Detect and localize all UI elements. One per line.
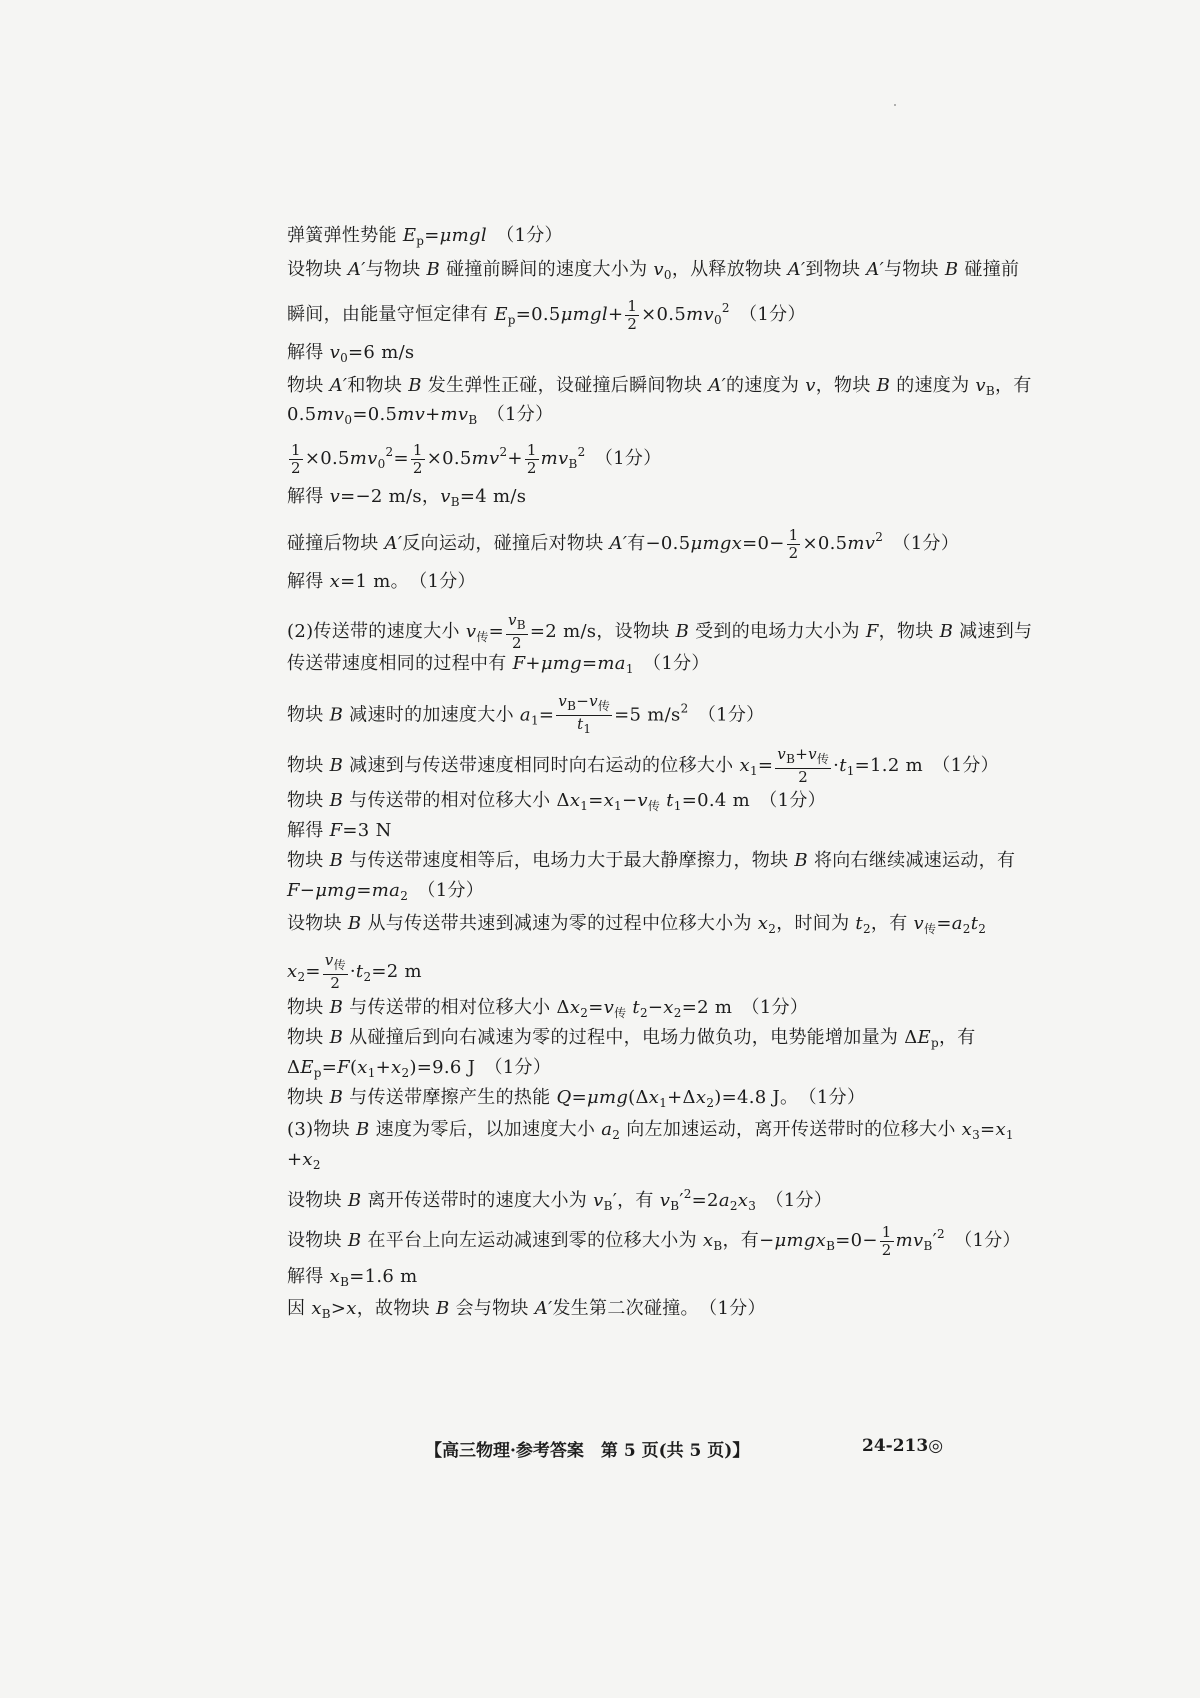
answer-line: 物块 B 减速到与传送带速度相同时向右运动的位移大小 $x_1=$ $\frac{v_B+v_传}{2}$ $\cdot t_1=1.2$ m （1分）: [287, 745, 999, 786]
answer-line: 解得 v=−2 m/s，$v_B=4$ m/s: [287, 486, 527, 509]
answer-line: 弹簧弹性势能 $E_p=\mu mgl$ （1分）: [287, 225, 563, 248]
answer-line: $x_2=$ $\frac{v_传}{2}$ $\cdot t_2=2$ m: [287, 951, 422, 992]
answer-line: $\frac{1}{2}$ $\times 0.5mv_0^2=$ $\frac{1}{2}$ $\times 0.5mv^2+$ $\frac{1}{2}$ $mv_B^2$ （1分）: [291, 440, 662, 477]
answer-line: 物块 B 与传送带的相对位移大小 $\Delta x_1=x_1-v_传$ $t_1=0.4$ m （1分）: [287, 790, 826, 813]
answer-line: 解得 $x_B=1.6$ m: [287, 1266, 418, 1289]
answer-line: 因 $x_B>x$，故物块 B 会与物块 A′发生第二次碰撞。 （1分）: [287, 1298, 766, 1321]
answer-line: (3)物块 B 速度为零后，以加速度大小 $a_2$ 向左加速运动，离开传送带时的位移大小 $x_3=x_1$: [287, 1119, 1014, 1142]
answer-line: $F-\mu mg=ma_2$ （1分）: [287, 880, 485, 903]
answer-line: 设物块 B 从与传送带共速到减速为零的过程中位移大小为 $x_2$，时间为 $t_2$，有 $v_传=a_2t_2$: [287, 913, 987, 936]
answer-line: 解得 $v_0=6$ m/s: [287, 342, 415, 365]
fraction: $\frac{v_传}{2}$: [324, 951, 346, 992]
fraction: $\frac{1}{2}$: [881, 1222, 892, 1259]
answer-line: 物块 B 减速时的加速度大小 $a_1=$ $\frac{v_B-v_传}{t_1}$ =5 $m/s^2$ （1分）: [287, 692, 765, 736]
fraction: $\frac{1}{2}$: [788, 525, 799, 562]
answer-line: 设物块 A′与物块 B 碰撞前瞬间的速度大小为 $v_0$，从释放物块 A′到物块 A′与物块 B 碰撞前: [287, 259, 1020, 282]
footer-code: 24-213◎: [862, 1436, 944, 1456]
fraction: $\frac{1}{2}$: [627, 296, 638, 333]
fraction: $\frac{v_B}{2}$: [508, 611, 526, 652]
answer-line: 物块 A′和物块 B 发生弹性正碰，设碰撞后瞬间物块 A′的速度为 v，物块 B 的速度为 $v_B$，有: [287, 375, 1032, 398]
answer-line: $+x_2$: [287, 1149, 321, 1172]
footer-title: 【高三物理·参考答案 第 5 页(共 5 页)】: [425, 1441, 750, 1461]
fraction: $\frac{1}{2}$: [291, 440, 301, 477]
fraction: $\frac{v_B-v_传}{t_1}$: [558, 692, 611, 736]
answer-line: 设物块 B 离开传送带时的速度大小为 $v_B'$，有 $v_B'^2=2a_2x_3$ （1分）: [287, 1187, 833, 1213]
answer-line: 设物块 B 在平台上向左运动减速到零的位移大小为 $x_B$，有−μmgx$_B$=0− $\frac{1}{2}$ $mv_B'^2$ （1分）: [287, 1222, 1021, 1259]
answer-line: 物块 B 与传送带摩擦产生的热能 $Q=\mu mg(\Delta x_1+\Delta x_2)=4.8$ J。 （1分）: [287, 1087, 866, 1110]
fraction: $\frac{v_B+v_传}{2}$: [777, 745, 830, 786]
scan-speck: [894, 104, 896, 106]
answer-line: 瞬间，由能量守恒定律有 $E_p=0.5\mu mgl+$ $\frac{1}{2}$ $\times 0.5mv_0^2$ （1分）: [287, 296, 806, 333]
answer-line: 物块 B 与传送带速度相等后，电场力大于最大静摩擦力，物块 B 将向右继续减速运动，有: [287, 850, 1016, 871]
answer-line: 碰撞后物块 A′反向运动，碰撞后对物块 A′有−0.5μmgx=0− $\frac{1}{2}$ $\times 0.5mv^2$ （1分）: [287, 525, 960, 562]
answer-line: 物块 B 从碰撞后到向右减速为零的过程中，电场力做负功，电势能增加量为 $\Delta E_p$，有: [287, 1027, 976, 1050]
answer-line: $0.5mv_0=0.5mv+mv_B$ （1分）: [287, 404, 554, 427]
answer-line: 物块 B 与传送带的相对位移大小 $\Delta x_2=v_传$ $t_2-x_2=2$ m （1分）: [287, 997, 809, 1020]
answer-line: (2)传送带的速度大小 $v_传=$ $\frac{v_B}{2}$ =2 m/s，设物块 B 受到的电场力大小为 F，物块 B 减速到与: [287, 611, 1033, 652]
answer-line: 解得 F=3 N: [287, 820, 392, 841]
answer-line: 解得 x=1 m。 （1分）: [287, 571, 476, 592]
answer-line: 传送带速度相同的过程中有 $F+\mu mg=ma_1$ （1分）: [287, 653, 710, 676]
fraction: $\frac{1}{2}$: [412, 440, 423, 477]
answer-line: $\Delta E_p=F(x_1+x_2)=9.6$ J （1分）: [287, 1057, 552, 1080]
fraction: $\frac{1}{2}$: [526, 440, 537, 477]
